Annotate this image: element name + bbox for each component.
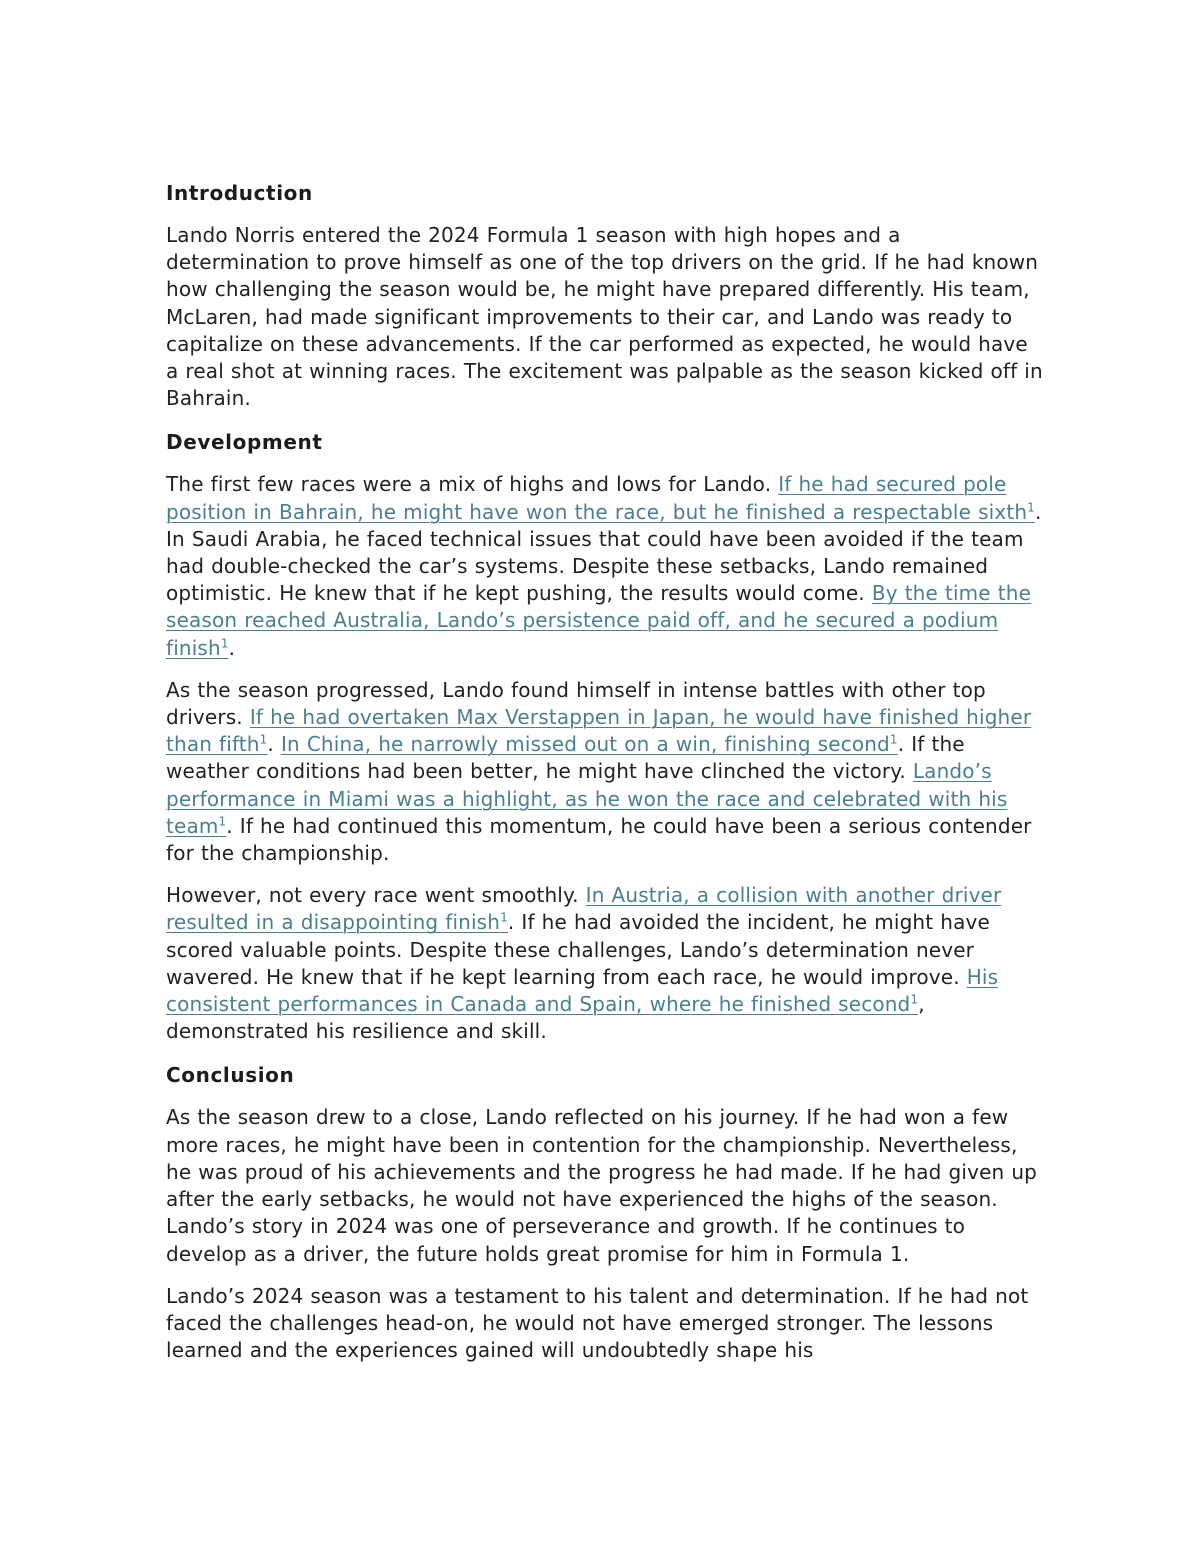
text-run: . — [228, 635, 236, 660]
text-run: As the season progressed, Lando found himself in intense battles with other top drivers. — [166, 677, 986, 730]
text-run: . In Saudi Arabia, he faced technical issues that could have been avoided if the team had double-checked the car’s systems. Despite these setbacks, Lando remained optimistic. He knew that if he kept pushing, the results would come. — [166, 499, 1042, 606]
citation-marker: 1 — [500, 910, 508, 925]
citation-text: In China, he narrowly missed out on a win, finishing second — [280, 732, 890, 757]
citation-link[interactable] — [281, 732, 898, 756]
text-run: The first few races were a mix of highs and lows for Lando. — [166, 472, 779, 497]
citation-text: If he had overtaken Max Verstappen in Japan, he would have finished higher than fifth — [166, 705, 1032, 757]
text-run: , demonstrated his resilience and skill. — [166, 992, 925, 1044]
paragraph-introduction: Lando Norris entered the 2024 Formula 1 season with high hopes and a determination to prove himself as one of the top drivers on the grid. If he had known how challenging the season would be, he might have prepared differently. His team, McLaren, had made significant improvements to their car, and Lando was ready to capitalize on these advancements. If the car performed as expected, he would have a real shot at winning races. The excitement was palpable as the season kicked off in Bahrain. — [166, 223, 1043, 411]
heading-development: Development — [166, 430, 323, 455]
citation-marker: 1 — [910, 992, 919, 1007]
citation-marker: 1 — [259, 732, 268, 747]
paragraph-development-2 — [166, 677, 1046, 867]
citation-marker: 1 — [1027, 499, 1035, 514]
citation-marker: 1 — [218, 814, 227, 829]
citation-text: Lando’s performance in Miami was a highlight, as he won the race and celebrated with his team — [166, 759, 1008, 838]
heading-introduction: Introduction — [166, 181, 313, 205]
document-page — [166, 178, 1046, 1379]
citation-text: If he had secured pole position in Bahrain, he might have won the race, but he finished a respectable sixth — [166, 472, 1028, 524]
citation-text: By the time the season reached Australia, Lando’s persistence paid off, and he secured a podium finish — [166, 581, 1032, 660]
heading-conclusion: Conclusion — [166, 1063, 295, 1088]
text-run: However, not every race went smoothly. — [166, 883, 586, 908]
citation-marker: 1 — [889, 732, 898, 747]
text-run: . If he had continued this momentum, he could have been a serious contender for the championship. — [166, 813, 1032, 866]
paragraph-development-1 — [166, 471, 1046, 661]
citation-text: His consistent performances in Canada and Spain, where he finished second — [166, 964, 999, 1017]
paragraph-development-3 — [166, 882, 1046, 1045]
citation-marker: 1 — [220, 635, 229, 650]
paragraph-conclusion-2: Lando’s 2024 season was a testament to his talent and determination. If he had not faced the challenges head-on, he would not have emerged stronger. The lessons learned and the experiences gained will undoubtedly shape his — [166, 1283, 1029, 1363]
text-run: . — [267, 732, 281, 757]
citation-text: In Austria, a collision with another driver resulted in a disappointing finish — [166, 883, 1002, 935]
text-run: . If he had avoided the incident, he might have scored valuable points. Despite these challenges, Lando’s determination never wavered. He knew that if he kept learning from each race, he would improve. — [166, 910, 990, 989]
paragraph-conclusion-1: As the season drew to a close, Lando reflected on his journey. If he had won a few more races, he might have been in contention for the championship. Nevertheless, he was proud of his achievements and the progress he had made. If he had given up after the early setbacks, he would not have experienced the highs of the season. Lando’s story in 2024 was one of perseverance and growth. If he continues to develop as a driver, the future holds great promise for him in Formula 1. — [166, 1105, 1038, 1266]
text-run: . If the weather conditions had been better, he might have clinched the victory. — [166, 732, 965, 784]
